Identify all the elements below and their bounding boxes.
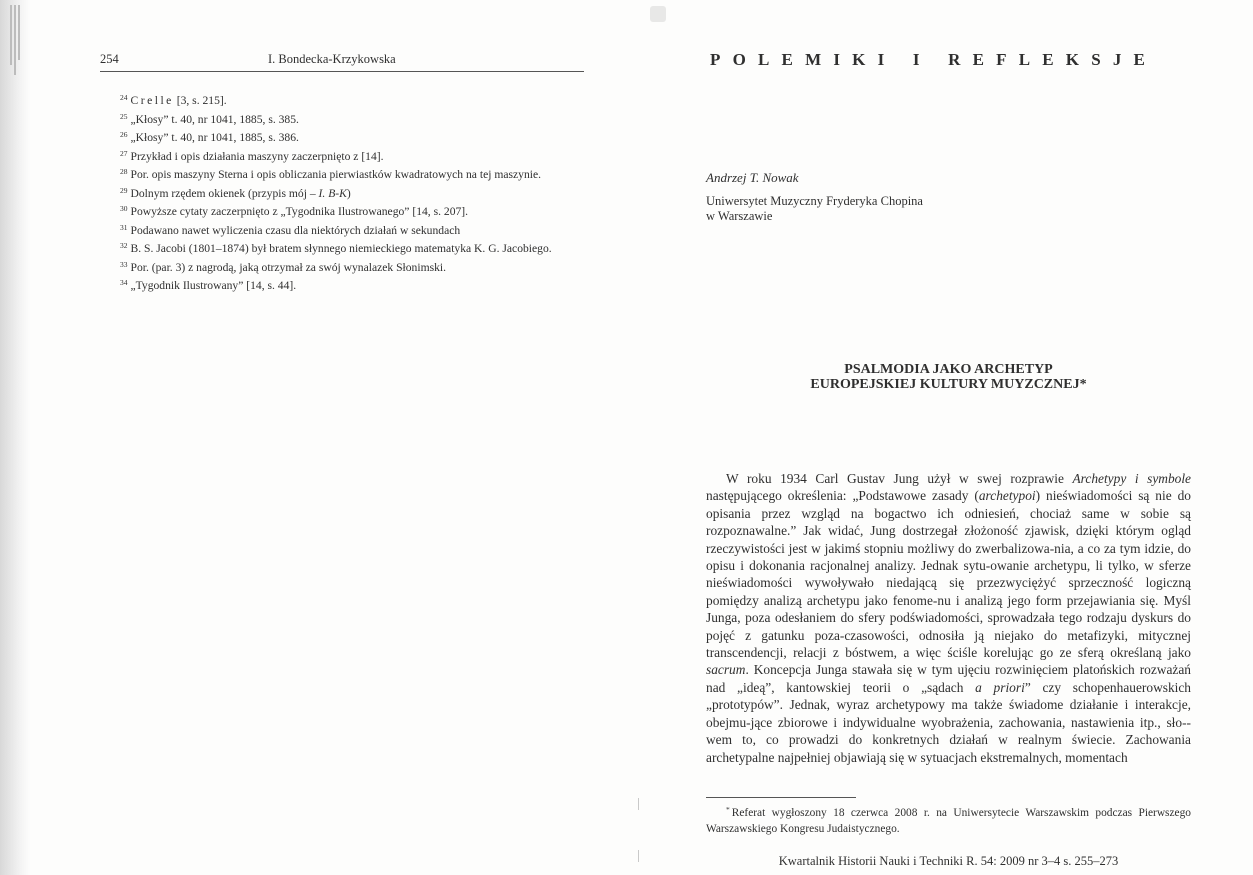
footnote-text: Referat wygłoszony 18 czerwca 2008 r. na Uniwersytecie Warszawskim podczas Pierwszego Warszawskiego Kongresu Judaistycznego. bbox=[706, 807, 1191, 835]
left-running-header bbox=[100, 52, 584, 70]
text-run: Crelle bbox=[130, 94, 174, 107]
footnotes-list bbox=[100, 90, 584, 294]
italic-text: archetypoi bbox=[978, 488, 1036, 504]
text-run: Por. (par. 3) z nagrodą, jaką otrzymał za swój wynalazek Słonimski. bbox=[130, 260, 447, 274]
text-run: ) bbox=[346, 186, 351, 200]
title-line: PSALMODIA JAKO ARCHETYP bbox=[844, 362, 1053, 377]
text-run: Dolnym rzędem okienek (przypis mój – bbox=[130, 186, 319, 200]
article-body-paragraph bbox=[706, 470, 1191, 766]
affiliation-line: w Warszawie bbox=[706, 209, 773, 223]
text-run: B. S. Jacobi (1801–1874) był bratem słynnego niemieckiego matematyka K. G. Jacobiego. bbox=[130, 242, 552, 255]
footnote-number: 26 bbox=[120, 130, 128, 139]
footnote bbox=[100, 201, 584, 220]
footnote bbox=[100, 220, 584, 239]
article-title bbox=[706, 362, 1191, 392]
text-run: [3, s. 215]. bbox=[173, 94, 227, 107]
italic-text: sacrum bbox=[706, 662, 746, 678]
footnote bbox=[100, 146, 584, 165]
title-line: EUROPEJSKIEJ KULTURY MUYZCZNEJ* bbox=[810, 377, 1087, 392]
italic-text: Archetypy i symbole bbox=[1072, 471, 1191, 486]
text-run: ) nieświadomości są nie do opisania przez wzgląd na bogactwo ich odniesień, chociaż same w sobie są rozpoznawalne.” Jak widać, Jung dostrzegał złożoność zjawisk, dzięki którym ogląd rzeczywistości jest w jakimś stopniu możliwy do zwerbalizowa-nia, a co za tym idzie, do opisu i dokonania racjonalnej analizy. Jednak sytu-owanie archetypu, li tylko, w sferze nieświadomości wywoływało niedającą się przezwyciężyć sprzeczność logiczną pomiędzy analizą archetypu jako fenome-nu i analizą jego form przejawiania się. Myśl Junga, poza odesłaniem do sfery podświadomości, sprowadzała tego rodzaju dyskurs do pojęć z gatunku poza-czasowości, odnosiła ją niejako do metafizyki, mitycznej transcendencji, relacji z bóstwem, a więc ściśle korelując go ze sferą określaną jako bbox=[706, 488, 1191, 661]
footnote-number: 28 bbox=[120, 167, 128, 176]
italic-text: I. B-K bbox=[318, 186, 347, 200]
footnote-number: 33 bbox=[120, 259, 128, 269]
footnote-number: 30 bbox=[120, 204, 128, 213]
footnote-number: 32 bbox=[120, 241, 128, 250]
footnote bbox=[100, 257, 584, 276]
footnote-marker: * bbox=[726, 805, 730, 814]
text-run: . Koncepcja Junga stawała się w tym ujęciu rozwinięciem platońskich rozważań nad „ideą”, kantowskiej teorii o „sądach bbox=[706, 662, 1191, 695]
footnote-number: 31 bbox=[120, 222, 128, 232]
affiliation-line: Uniwersytet Muzyczny Fryderyka Chopina bbox=[706, 194, 923, 208]
footnote bbox=[100, 238, 584, 257]
text-run: Podawano nawet wyliczenia czasu dla niektórych działań w sekundach bbox=[130, 223, 461, 237]
text-run: W roku 1934 Carl Gustav Jung użył w swej rozprawie bbox=[726, 471, 1073, 486]
article-footnote bbox=[706, 802, 1191, 837]
footnote-number: 24 bbox=[120, 93, 128, 102]
text-run: Powyższe cytaty zaczerpnięto z „Tygodnika Ilustrowanego” [14, s. 207]. bbox=[130, 205, 469, 218]
footnote bbox=[100, 275, 584, 294]
footnote bbox=[100, 109, 584, 128]
right-page bbox=[640, 0, 1253, 875]
section-heading: POLEMIKI I REFLEKSJE bbox=[710, 50, 1158, 69]
journal-citation: Kwartalnik Historii Nauki i Techniki R. 54: 2009 nr 3–4 s. 255–273 bbox=[778, 854, 1119, 868]
footnote-number: 34 bbox=[120, 278, 128, 287]
article-author: Andrzej T. Nowak bbox=[706, 170, 799, 185]
italic-text: a priori bbox=[975, 679, 1025, 695]
text-run: „Kłosy” t. 40, nr 1041, 1885, s. 385. bbox=[130, 112, 299, 126]
text-run: „Tygodnik Ilustrowany” [14, s. 44]. bbox=[130, 279, 297, 292]
text-run: następującego określenia: „Podstawowe zasady ( bbox=[706, 488, 979, 504]
running-author: I. Bondecka-Krzykowska bbox=[268, 52, 396, 66]
page-number: 254 bbox=[100, 52, 119, 66]
footnote bbox=[100, 90, 584, 109]
header-rule bbox=[100, 71, 584, 72]
author-affiliation bbox=[706, 194, 923, 224]
text-run: Por. opis maszyny Sterna i opis obliczania pierwiastków kwadratowych na tej maszynie. bbox=[130, 168, 542, 181]
footnote bbox=[100, 127, 584, 146]
text-run: ” czy schopenhauerowskich „prototypów”. Jednak, wyraz archetypowy ma także świadome działanie i interakcje, obejmu-jące zbiorowe i indywidualne wyobrażenia, zachowania, nastawienia itp., sło-wem to, co prowadzi do konkretnych działań w realnym świecie. Zachowania archetypalne najpełniej objawiają się w sytuacjach ekstremalnych, momentach bbox=[706, 679, 1191, 765]
footnote bbox=[100, 183, 584, 202]
footnote-number: 25 bbox=[120, 111, 128, 121]
text-run: „Kłosy” t. 40, nr 1041, 1885, s. 386. bbox=[130, 131, 299, 144]
footnote bbox=[100, 164, 584, 183]
text-run: Przykład i opis działania maszyny zaczerpnięto z [14]. bbox=[130, 149, 384, 163]
footnote-rule bbox=[706, 797, 856, 798]
footnote-number: 27 bbox=[120, 148, 128, 158]
footnote-number: 29 bbox=[120, 185, 128, 195]
